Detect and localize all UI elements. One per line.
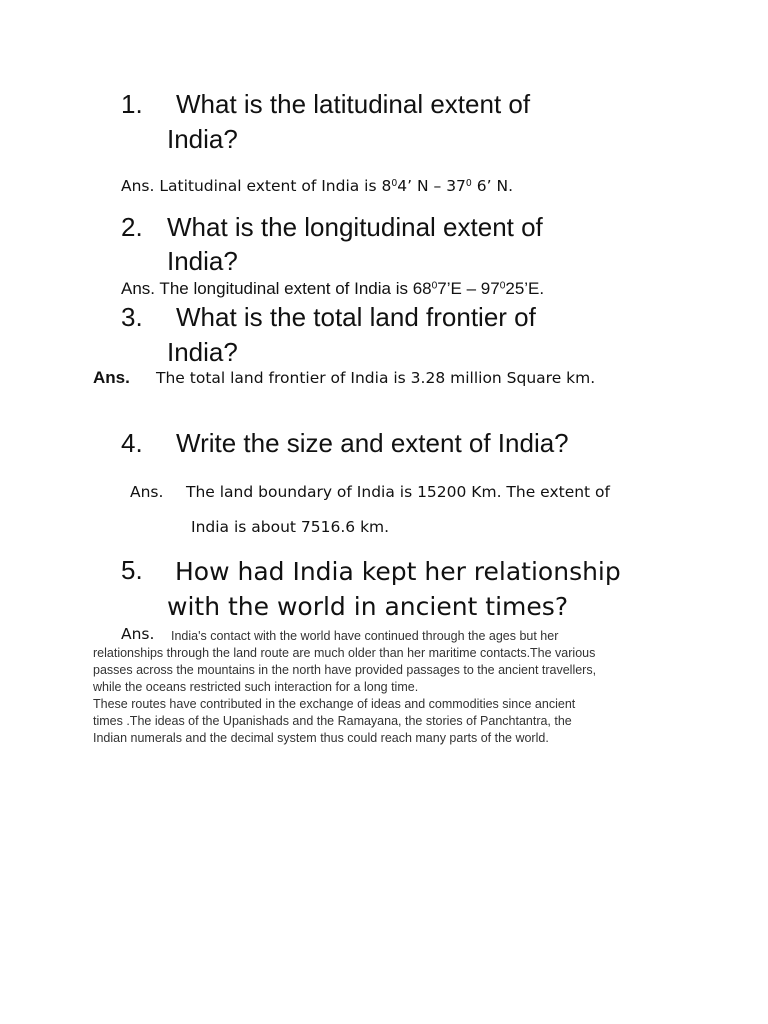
- answer-5-line-2: relationships through the land route are much older than her maritime contacts.The various: [93, 646, 596, 660]
- question-5-line-1: How had India kept her relationship: [175, 557, 621, 586]
- question-4-number: 4.: [121, 428, 143, 458]
- question-3-number: 3.: [121, 302, 143, 332]
- answer-5-label: Ans.: [121, 625, 155, 643]
- question-5-number: 5.: [121, 555, 143, 585]
- answer-5-line-4: while the oceans restricted such interaction for a long time.: [93, 680, 419, 694]
- question-3-line-1: What is the total land frontier of: [176, 302, 536, 332]
- answer-3-text: The total land frontier of India is 3.28 million Square km.: [156, 369, 596, 387]
- answer-4-line-1: The land boundary of India is 15200 Km. The extent of: [186, 483, 610, 501]
- answer-5-line-3: passes across the mountains in the north have provided passages to the ancient travellers,: [93, 663, 597, 677]
- answer-5-line-1: India's contact with the world have continued through the ages but her: [171, 629, 559, 643]
- question-2-line-1: What is the longitudinal extent of: [167, 212, 543, 242]
- answer-5-line-7: Indian numerals and the decimal system thus could reach many parts of the world.: [93, 731, 549, 745]
- question-4-line-1: Write the size and extent of India?: [176, 428, 569, 458]
- question-1-line-1: What is the latitudinal extent of: [176, 89, 531, 119]
- answer-5-line-6: times .The ideas of the Upanishads and the Ramayana, the stories of Panchtantra, the: [93, 714, 572, 728]
- question-2-line-2: India?: [167, 246, 238, 276]
- question-5-line-2: with the world in ancient times?: [167, 592, 569, 621]
- question-1-number: 1.: [121, 89, 143, 119]
- answer-4-line-2: India is about 7516.6 km.: [191, 518, 390, 536]
- answer-2: Ans. The longitudinal extent of India is $68^07’E$ – $97^025’E$.: [121, 279, 545, 298]
- question-3-line-2: India?: [167, 337, 238, 367]
- answer-1: Ans. Latitudinal extent of India is $8^04$’ N – $37^0$ 6’ N.: [121, 177, 514, 195]
- answer-3-label: Ans.: [93, 368, 130, 387]
- question-2-number: 2.: [121, 212, 143, 242]
- answer-5-line-5: These routes have contributed in the exchange of ideas and commodities since ancient: [93, 697, 576, 711]
- answer-4-label: Ans.: [130, 483, 164, 501]
- question-1-line-2: India?: [167, 124, 238, 154]
